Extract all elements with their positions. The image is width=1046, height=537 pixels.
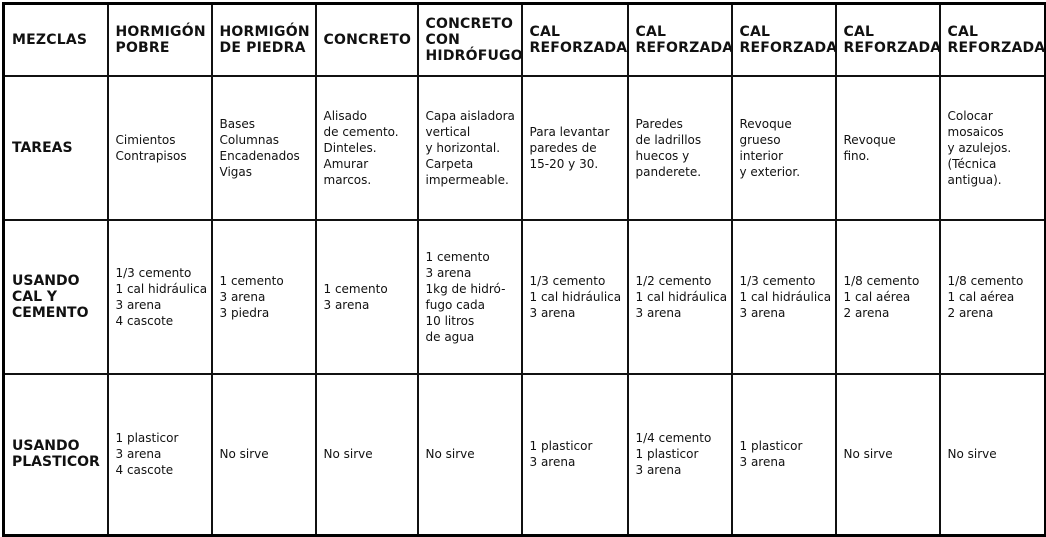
row-header xyxy=(4,220,108,374)
table-cell xyxy=(316,76,418,220)
cell-text: 1/3 cemento 1 cal hidráulica 3 arena 4 cascote xyxy=(115,265,208,328)
cell-text: 1 cemento 3 arena xyxy=(323,281,388,312)
table-cell xyxy=(732,374,836,536)
column-header xyxy=(212,4,316,76)
column-header-label: HORMIGÓN POBRE xyxy=(115,23,206,56)
column-header-label: CAL REFORZADA xyxy=(843,23,942,56)
table-cell xyxy=(522,76,628,220)
cell-text: Revoque fino. xyxy=(843,132,896,163)
cell-text: 1 plasticor 3 arena 4 cascote xyxy=(115,431,179,478)
row-header-label: USANDO CAL Y CEMENTO xyxy=(12,272,89,321)
table-cell xyxy=(836,220,940,374)
table-cell xyxy=(628,76,732,220)
cell-text: Revoque grueso interior y exterior. xyxy=(739,116,801,179)
cell-text: No sirve xyxy=(323,447,373,462)
table-cell xyxy=(522,374,628,536)
row-header xyxy=(4,76,108,220)
table-cell xyxy=(212,374,316,536)
column-header xyxy=(108,4,212,76)
corner-header xyxy=(4,4,108,76)
cell-text: 1/8 cemento 1 cal aérea 2 arena xyxy=(947,273,1024,320)
column-header xyxy=(836,4,940,76)
table-cell xyxy=(212,76,316,220)
row-header xyxy=(4,374,108,536)
corner-label: MEZCLAS xyxy=(12,31,88,48)
column-header-label: CONCRETO CON HIDRÓFUGO xyxy=(425,15,523,64)
cell-text: Colocar mosaicos y azulejos. (Técnica antigua). xyxy=(947,108,1012,187)
cell-text: Capa aisladora vertical y horizontal. Carpeta impermeable. xyxy=(425,108,515,187)
table-cell xyxy=(836,76,940,220)
column-header xyxy=(628,4,732,76)
table-cell xyxy=(108,374,212,536)
table-row-tareas xyxy=(4,76,1046,220)
column-header xyxy=(522,4,628,76)
cell-text: 1/3 cemento 1 cal hidráulica 3 arena xyxy=(739,273,832,320)
cell-text: No sirve xyxy=(947,447,997,462)
row-header-label: USANDO PLASTICOR xyxy=(12,438,100,471)
table-cell xyxy=(836,374,940,536)
cell-text: No sirve xyxy=(843,447,893,462)
cell-text: 1 cemento 3 arena 1kg de hidró- fugo cada 10 litros de agua xyxy=(425,249,506,344)
cell-text: 1/4 cemento 1 plasticor 3 arena xyxy=(635,431,712,478)
table-cell xyxy=(108,220,212,374)
cell-text: No sirve xyxy=(219,447,269,462)
mixes-table xyxy=(2,2,1046,537)
table-cell xyxy=(732,220,836,374)
column-header xyxy=(940,4,1046,76)
table-row-cal-cemento xyxy=(4,220,1046,374)
column-header-label: CAL REFORZADA xyxy=(739,23,838,56)
column-header xyxy=(316,4,418,76)
cell-text: Bases Columnas Encadenados Vigas xyxy=(219,116,300,179)
column-header-label: CONCRETO xyxy=(323,31,412,48)
column-header-label: CAL REFORZADA xyxy=(947,23,1046,56)
column-header-label: HORMIGÓN DE PIEDRA xyxy=(219,23,310,56)
cell-text: Para levantar paredes de 15-20 y 30. xyxy=(529,124,610,171)
row-header-label: TAREAS xyxy=(12,139,73,156)
cell-text: Alisado de cemento. Dinteles. Amurar marcos. xyxy=(323,108,399,187)
cell-text: 1/8 cemento 1 cal aérea 2 arena xyxy=(843,273,920,320)
table-cell xyxy=(418,220,522,374)
table-cell xyxy=(940,220,1046,374)
cell-text: 1/3 cemento 1 cal hidráulica 3 arena xyxy=(529,273,622,320)
cell-text: 1 plasticor 3 arena xyxy=(739,439,803,470)
table-cell xyxy=(628,374,732,536)
table-cell xyxy=(316,220,418,374)
table-cell xyxy=(316,374,418,536)
table-cell xyxy=(628,220,732,374)
table-cell xyxy=(108,76,212,220)
column-header xyxy=(732,4,836,76)
table-cell xyxy=(418,76,522,220)
column-header xyxy=(418,4,522,76)
cell-text: 1 plasticor 3 arena xyxy=(529,439,593,470)
cell-text: Cimientos Contrapisos xyxy=(115,132,187,163)
table-cell xyxy=(940,76,1046,220)
table-cell xyxy=(212,220,316,374)
column-header-label: CAL REFORZADA xyxy=(635,23,734,56)
mixes-table-container xyxy=(2,2,1044,534)
header-row xyxy=(4,4,1046,76)
table-cell xyxy=(940,374,1046,536)
cell-text: 1 cemento 3 arena 3 piedra xyxy=(219,273,284,320)
cell-text: Paredes de ladrillos huecos y panderete. xyxy=(635,116,702,179)
cell-text: 1/2 cemento 1 cal hidráulica 3 arena xyxy=(635,273,728,320)
table-cell xyxy=(522,220,628,374)
table-cell xyxy=(732,76,836,220)
cell-text: No sirve xyxy=(425,447,475,462)
column-header-label: CAL REFORZADA xyxy=(529,23,628,56)
table-cell xyxy=(418,374,522,536)
table-row-plasticor xyxy=(4,374,1046,536)
